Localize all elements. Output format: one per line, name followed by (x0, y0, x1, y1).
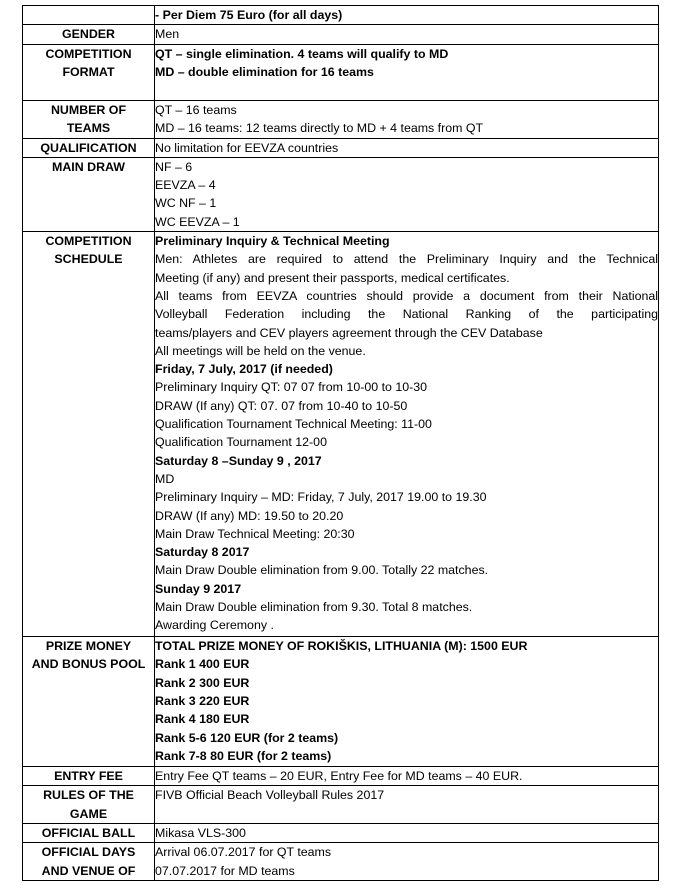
schedule-line: DRAW (If any) MD: 19.50 to 20.20 (155, 508, 344, 523)
competition-schedule-label: SCHEDULE (54, 252, 123, 267)
row-label (23, 232, 155, 637)
row-value (155, 843, 659, 881)
schedule-line: All teams from EEVZA countries should provide a document from their National (155, 288, 658, 303)
prize-line: TOTAL PRIZE MONEY OF ROKIŠKIS, LITHUANIA (M): 1500 EUR (155, 639, 528, 654)
row-label (23, 157, 155, 231)
table-row (23, 786, 659, 824)
rules-label: RULES OF THE (43, 788, 134, 803)
table-row (23, 637, 659, 767)
schedule-line: All meetings will be held on the venue. (155, 343, 366, 358)
rules-label: GAME (69, 806, 108, 821)
row-label (23, 138, 155, 157)
row-label (23, 637, 155, 767)
row-label (23, 6, 155, 25)
main-draw-value: WC EEVZA – 1 (155, 214, 240, 229)
main-draw-value: WC NF – 1 (155, 196, 217, 211)
schedule-line: DRAW (If any) QT: 07. 07 from 10-40 to 10-50 (155, 398, 408, 413)
schedule-line: Preliminary Inquiry QT: 07 07 from 10-00 to 10-30 (155, 380, 428, 395)
per-diem-text: - Per Diem 75 Euro (for all days) (155, 8, 343, 22)
row-value (155, 138, 659, 157)
schedule-line: Awarding Ceremony . (155, 618, 274, 633)
competition-format-value: QT – single elimination. 4 teams will qualify to MD (155, 46, 449, 61)
table-row (23, 25, 659, 44)
table-row (23, 138, 659, 157)
table-row (23, 232, 659, 637)
schedule-line: Main Draw Double elimination from 9.30. Total 8 matches. (155, 600, 473, 615)
tournament-info-table (22, 5, 659, 881)
official-ball-label: OFFICIAL BALL (41, 825, 136, 840)
schedule-line: Main Draw Double elimination from 9.00. Totally 22 matches. (155, 563, 489, 578)
main-draw-label: MAIN DRAW (52, 159, 125, 174)
rules-value: FIVB Official Beach Volleyball Rules 2017 (155, 788, 385, 803)
row-value (155, 823, 659, 842)
schedule-line: Friday, 7 July, 2017 (if needed) (155, 362, 333, 377)
prize-line: Rank 7-8 80 EUR (for 2 teams) (155, 748, 332, 763)
schedule-line: teams/players and CEV players agreement through the CEV Database (155, 325, 543, 340)
prize-line: Rank 1 400 EUR (155, 657, 250, 672)
row-value (155, 767, 659, 786)
qualification-label: QUALIFICATION (40, 140, 137, 155)
schedule-line: Main Draw Technical Meeting: 20:30 (155, 526, 355, 541)
schedule-line: Qualification Tournament Technical Meeting: 11-00 (155, 417, 432, 432)
table-row (23, 767, 659, 786)
row-value (155, 25, 659, 44)
row-value (155, 232, 659, 637)
schedule-line: Meeting (if any) and present their passports, medical certificates. (155, 270, 510, 285)
schedule-line: MD (155, 471, 175, 486)
row-label (23, 25, 155, 44)
table-row (23, 843, 659, 881)
official-days-label: AND VENUE OF (41, 863, 136, 878)
number-of-teams-label: NUMBER OF (50, 102, 127, 117)
row-label (23, 823, 155, 842)
number-of-teams-value: QT – 16 teams (155, 102, 237, 117)
entry-fee-value: Entry Fee QT teams – 20 EUR, Entry Fee for MD teams – 40 EUR. (155, 769, 523, 784)
prize-money-label: PRIZE MONEY (45, 639, 132, 654)
schedule-line: Volleyball Federation including the National Ranking of the participating (155, 307, 658, 322)
main-draw-value: EEVZA – 4 (155, 178, 216, 193)
schedule-line: Preliminary Inquiry & Technical Meeting (155, 234, 390, 249)
schedule-line: Preliminary Inquiry – MD: Friday, 7 July, 2017 19.00 to 19.30 (155, 490, 487, 505)
row-value (155, 100, 659, 138)
prize-line: Rank 5-6 120 EUR (for 2 teams) (155, 730, 339, 745)
row-value (155, 786, 659, 824)
table-row (23, 100, 659, 138)
entry-fee-label: ENTRY FEE (54, 769, 123, 784)
row-value (155, 157, 659, 231)
schedule-line: Saturday 8 –Sunday 9 , 2017 (155, 453, 322, 468)
schedule-line: Saturday 8 2017 (155, 545, 250, 560)
row-label (23, 44, 155, 100)
prize-line: Rank 3 220 EUR (155, 693, 250, 708)
number-of-teams-label: TEAMS (66, 120, 111, 135)
qualification-value: No limitation for EEVZA countries (155, 140, 339, 155)
competition-format-label: FORMAT (62, 64, 115, 79)
row-label (23, 100, 155, 138)
number-of-teams-value: MD – 16 teams: 12 teams directly to MD + 4 teams from QT (155, 120, 484, 135)
official-days-value: Arrival 06.07.2017 for QT teams (155, 845, 332, 860)
table-row (23, 823, 659, 842)
table-row (23, 44, 659, 100)
main-draw-value: NF – 6 (155, 159, 193, 174)
schedule-line: Sunday 9 2017 (155, 581, 242, 596)
table-row (23, 6, 659, 25)
row-value (155, 6, 659, 25)
official-days-value: 07.07.2017 for MD teams (155, 863, 295, 878)
competition-format-label: COMPETITION (45, 46, 132, 61)
schedule-line: Men: Athletes are required to attend the Preliminary Inquiry and the Technical (155, 252, 658, 267)
row-value (155, 637, 659, 767)
prize-money-label: AND BONUS POOL (31, 657, 146, 672)
prize-line: Rank 4 180 EUR (155, 712, 250, 727)
competition-schedule-label: COMPETITION (45, 234, 132, 249)
gender-value: Men (155, 27, 180, 42)
official-ball-value: Mikasa VLS-300 (155, 825, 246, 840)
row-label (23, 843, 155, 881)
row-value (155, 44, 659, 100)
gender-label: GENDER (61, 27, 115, 42)
official-days-label: OFFICIAL DAYS (41, 845, 136, 860)
schedule-line: Qualification Tournament 12-00 (155, 435, 327, 450)
prize-line: Rank 2 300 EUR (155, 675, 250, 690)
row-label (23, 767, 155, 786)
row-label (23, 786, 155, 824)
competition-format-value: MD – double elimination for 16 teams (155, 64, 374, 79)
table-row (23, 157, 659, 231)
